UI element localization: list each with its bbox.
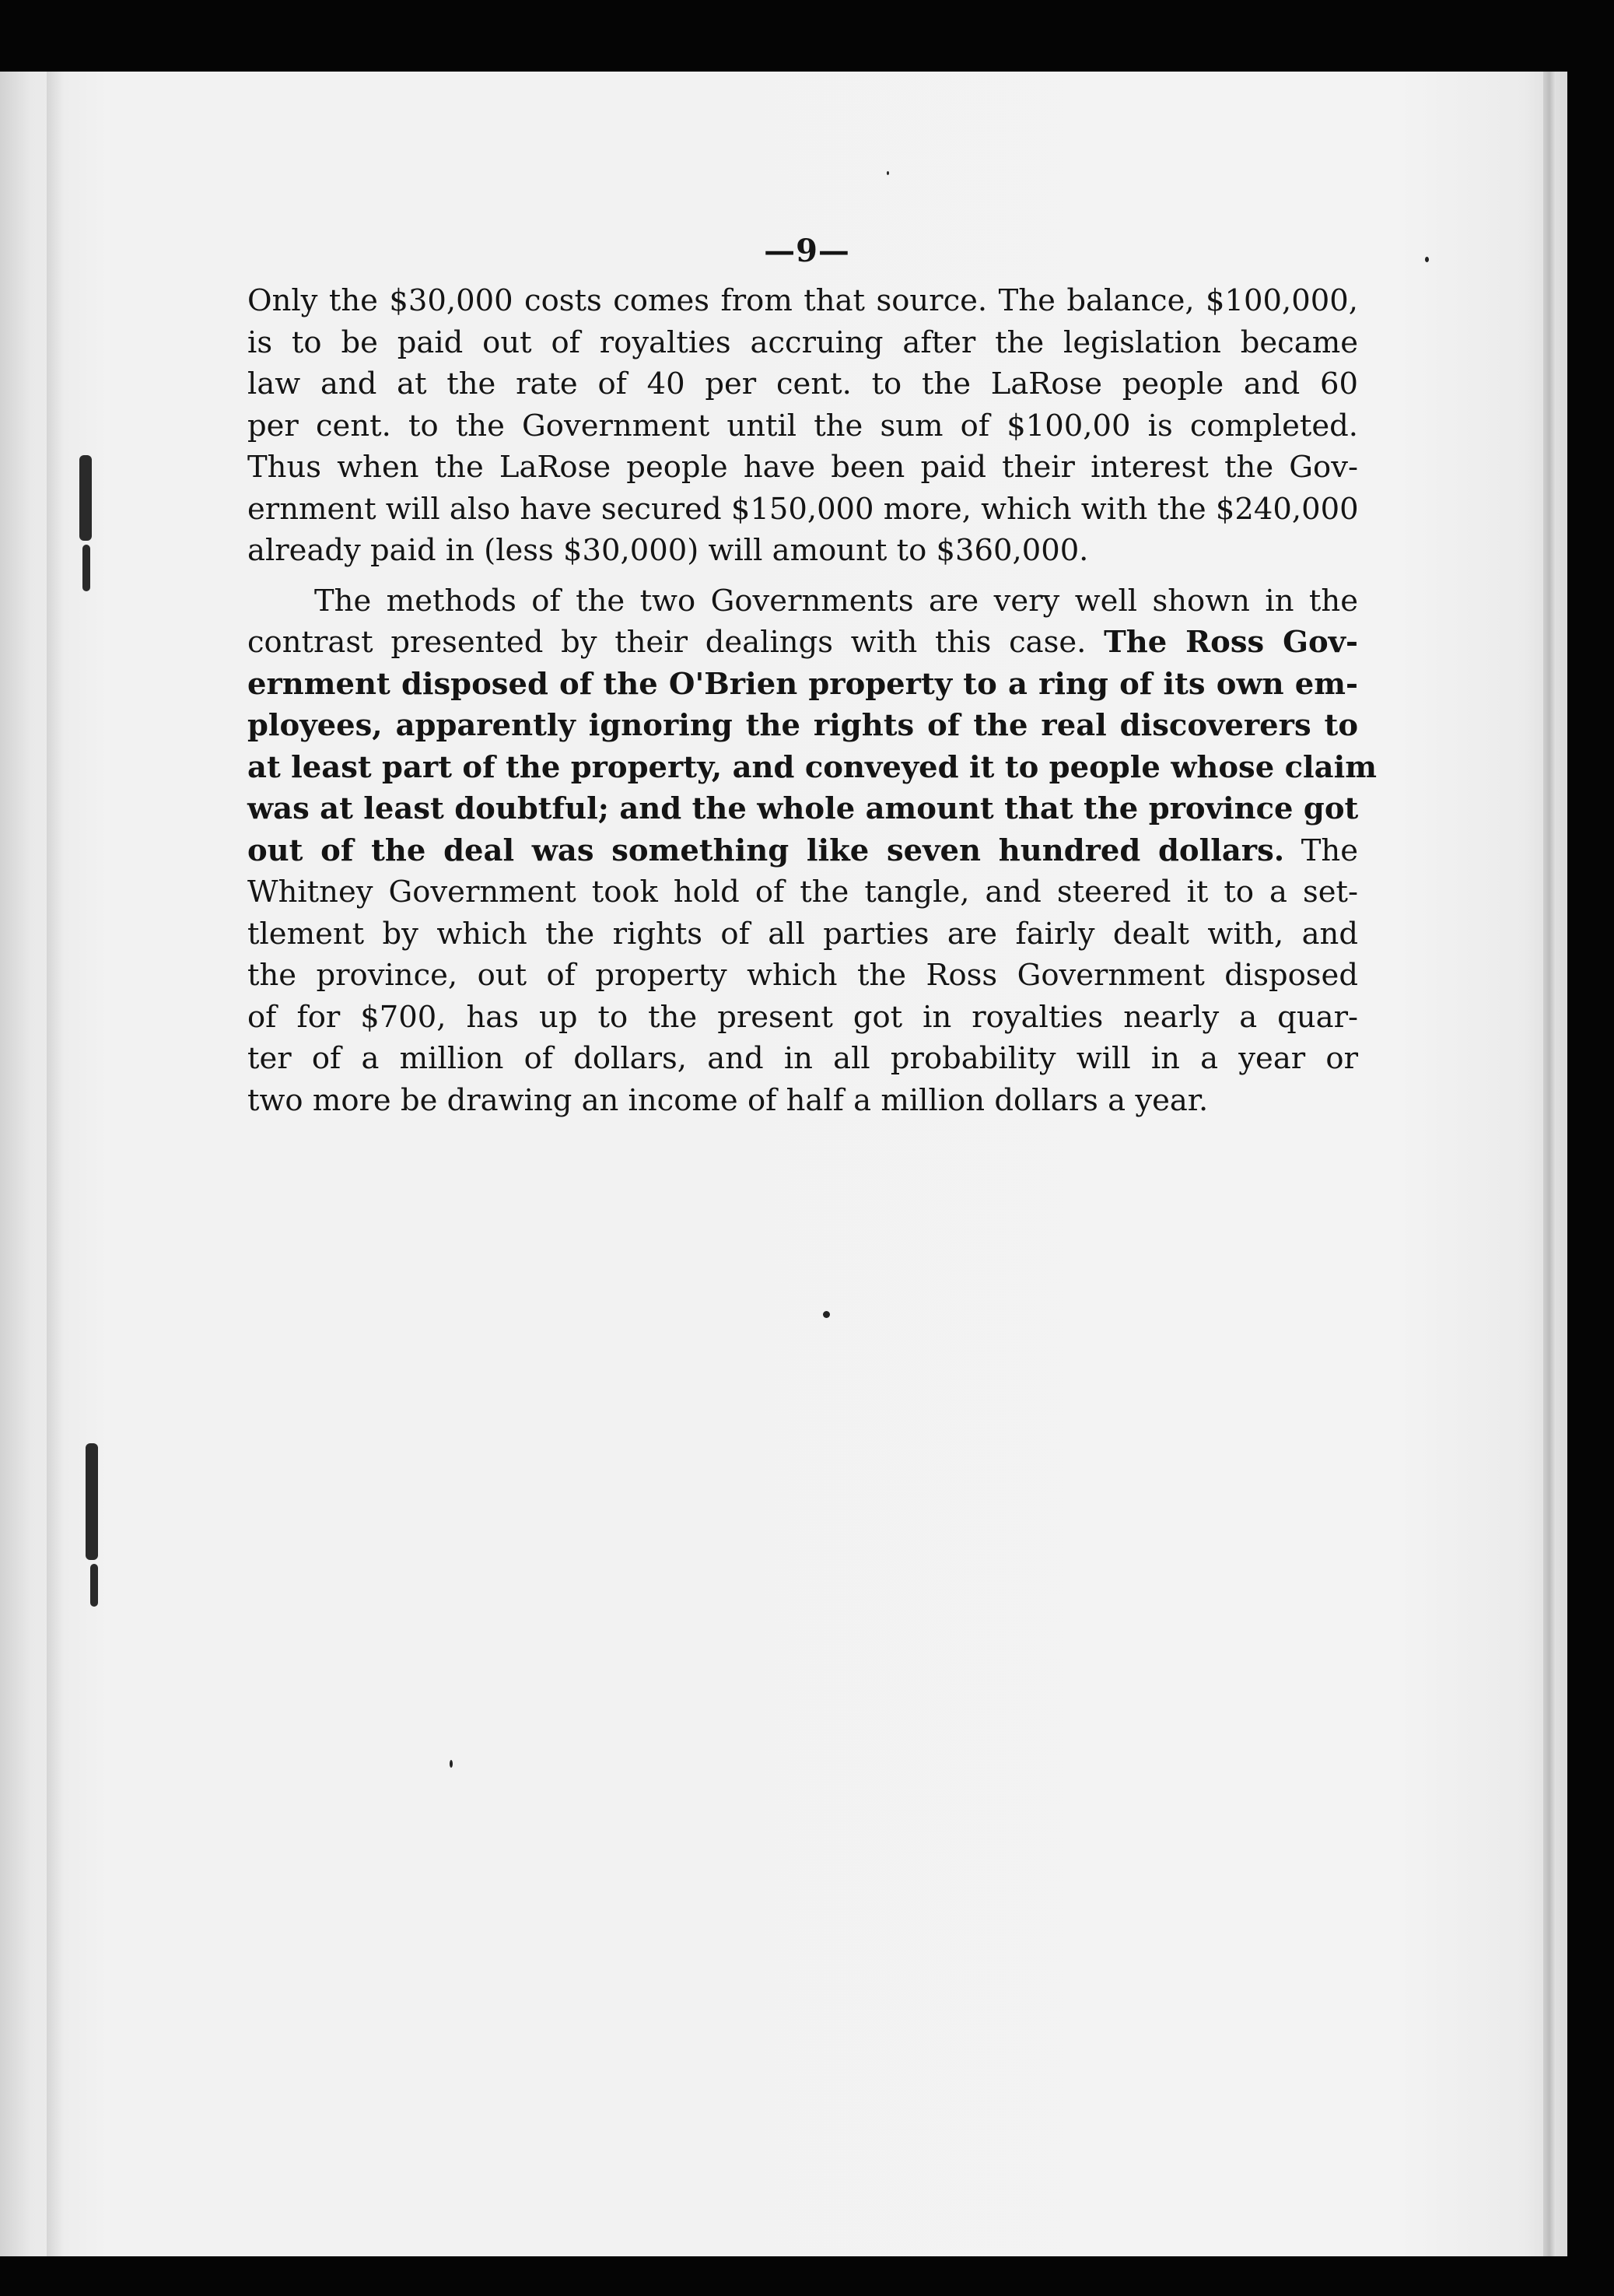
scan-border-right [1567, 0, 1614, 2296]
text-line [247, 622, 1358, 664]
bold-text-line: at least part of the property, and conveyed it to people whose claim [247, 749, 1377, 785]
scan-speck [823, 1311, 830, 1318]
text-line: Thus when the LaRose people have been paid their interest the Gov- [247, 450, 1358, 485]
text-line [247, 830, 1358, 872]
text-line: per cent. to the Government until the sum of $100,00 is completed. [247, 408, 1358, 443]
binding-stitch-mark [79, 455, 92, 541]
bold-text-line: ernment disposed of the O'Brien property to a ring of its own em- [247, 666, 1358, 702]
text-line: Whitney Government took hold of the tangle, and steered it to a set- [247, 875, 1358, 910]
page-edge [1543, 72, 1556, 2256]
text-line: law and at the rate of 40 per cent. to the LaRose people and 60 [247, 366, 1358, 401]
binding-stitch-mark [86, 1443, 98, 1560]
text-line: is to be paid out of royalties accruing after the legislation became [247, 324, 1358, 360]
paragraph [247, 280, 1358, 572]
bold-text-run: out of the deal was something like seven hundred dollars. [247, 833, 1285, 868]
text-line: two more be drawing an income of half a million dollars a year. [247, 1082, 1209, 1118]
paragraph [247, 580, 1377, 1122]
binding-stitch-mark [82, 545, 90, 591]
text-line: ernment will also have secured $150,000 more, which with the $240,000 [247, 491, 1359, 527]
bold-text-line: was at least doubtful; and the whole amount that the province got [247, 791, 1359, 826]
bold-text-run: The Ross Gov- [1104, 625, 1358, 660]
text-line: ter of a million of dollars, and in all probability will in a year or [247, 1041, 1358, 1076]
bold-text-line: ployees, apparently ignoring the rights of the real discoverers to [247, 708, 1358, 743]
text-line: already paid in (less $30,000) will amount to $360,000. [247, 533, 1089, 568]
text-line: The methods of the two Governments are very well shown in the [314, 583, 1358, 619]
text-line: of for $700, has up to the present got in royalties nearly a quar- [247, 999, 1358, 1035]
scan-speck [887, 171, 889, 175]
scan-border-bottom [0, 2256, 1614, 2296]
scan-border-top [0, 0, 1614, 72]
scan-speck [450, 1760, 453, 1768]
text-run: The [1301, 833, 1358, 868]
page-number: —9— [764, 233, 850, 269]
binding-gutter-shadow [47, 72, 64, 2256]
text-line: the province, out of property which the Ross Government disposed [247, 958, 1358, 993]
binding-stitch-mark [90, 1564, 98, 1607]
text-line: tlement by which the rights of all parties are fairly dealt with, and [247, 916, 1358, 952]
text-line: Only the $30,000 costs comes from that source. The balance, $100,000, [247, 283, 1358, 318]
body-text [247, 280, 1377, 1121]
text-run: contrast presented by their dealings with this case. [247, 625, 1087, 660]
